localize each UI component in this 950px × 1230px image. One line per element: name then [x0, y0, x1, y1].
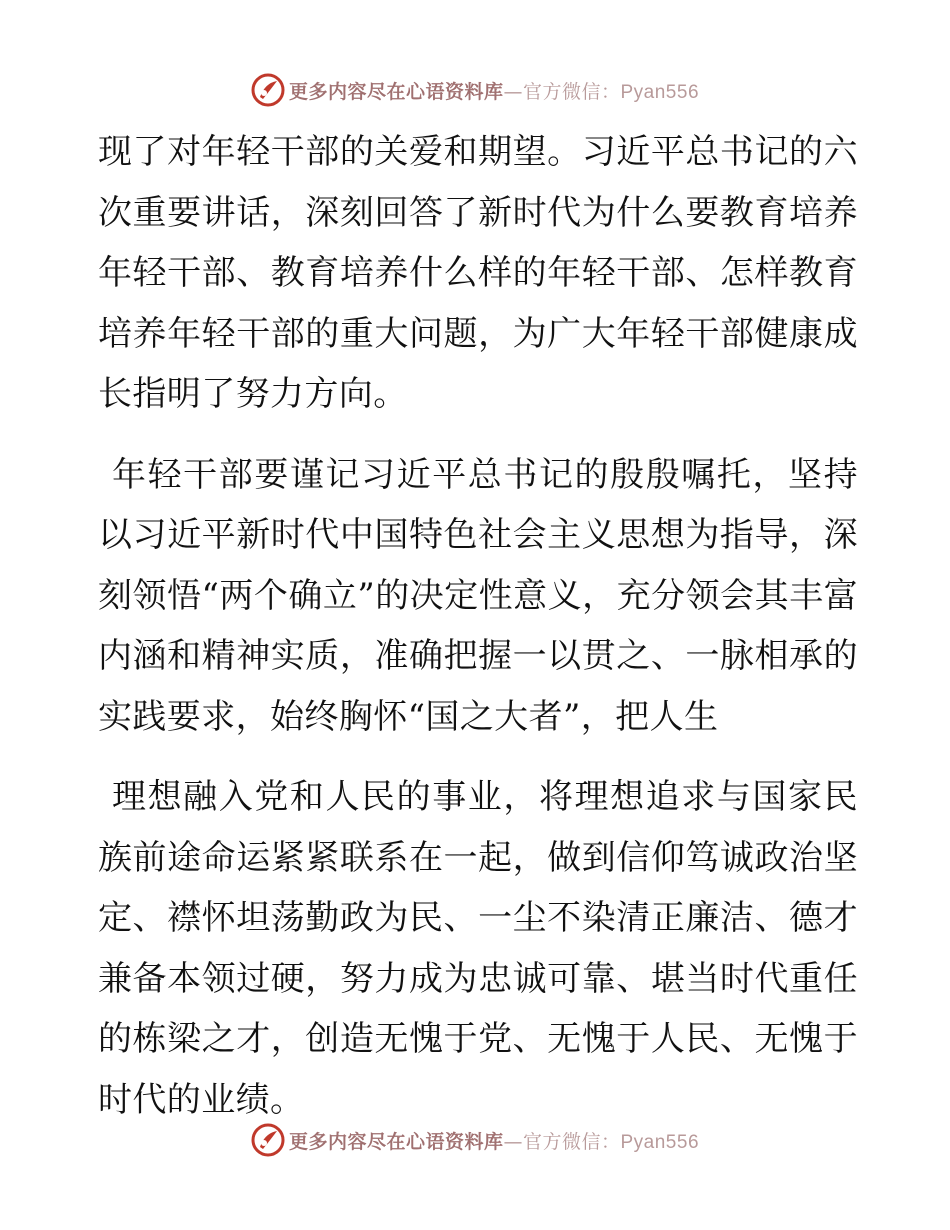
header-banner-text [289, 77, 699, 104]
document-body [98, 122, 858, 1150]
header-wechat-label: 官方微信： [522, 80, 621, 103]
header-banner [0, 70, 950, 110]
paragraph-1: 现了对年轻干部的关爱和期望。习近平总书记的六次重要讲话，深刻回答了新时代为什么要教育培养年轻干部、教育培养什么样的年轻干部、怎样教育培养年轻干部的重大问题，为广大年轻干部健康成长指明了努力方向。 [98, 132, 858, 414]
footer-banner [0, 1120, 950, 1160]
footer-main-text: 更多内容尽在心语资料库 [288, 1130, 504, 1153]
header-dash: — [503, 80, 523, 103]
paragraph-2: 年轻干部要谨记习近平总书记的殷殷嘱托，坚持以习近平新时代中国特色社会主义思想为指导，深刻领悟“两个确立”的决定性意义，充分领会其丰富内涵和精神实质，准确把握一以贯之、一脉相承的实践要求，始终胸怀“国之大者”，把人生 [98, 454, 858, 737]
red-seal-logo-icon [251, 73, 285, 107]
header-main-text: 更多内容尽在心语资料库 [288, 80, 504, 103]
footer-banner-text [289, 1127, 699, 1154]
footer-wechat-label: 官方微信： [522, 1130, 621, 1153]
footer-wechat-id: Pyan556 [620, 1131, 700, 1153]
paragraph-3: 理想融入党和人民的事业，将理想追求与国家民族前途命运紧紧联系在一起，做到信仰笃诚政治坚定、襟怀坦荡勤政为民、一尘不染清正廉洁、德才兼备本领过硬，努力成为忠诚可靠、堪当时代重任的栋梁之才，创造无愧于党、无愧于人民、无愧于时代的业绩。 [98, 777, 858, 1120]
footer-dash: — [503, 1130, 523, 1153]
red-seal-logo-icon [251, 1123, 285, 1157]
header-wechat-id: Pyan556 [620, 81, 700, 103]
